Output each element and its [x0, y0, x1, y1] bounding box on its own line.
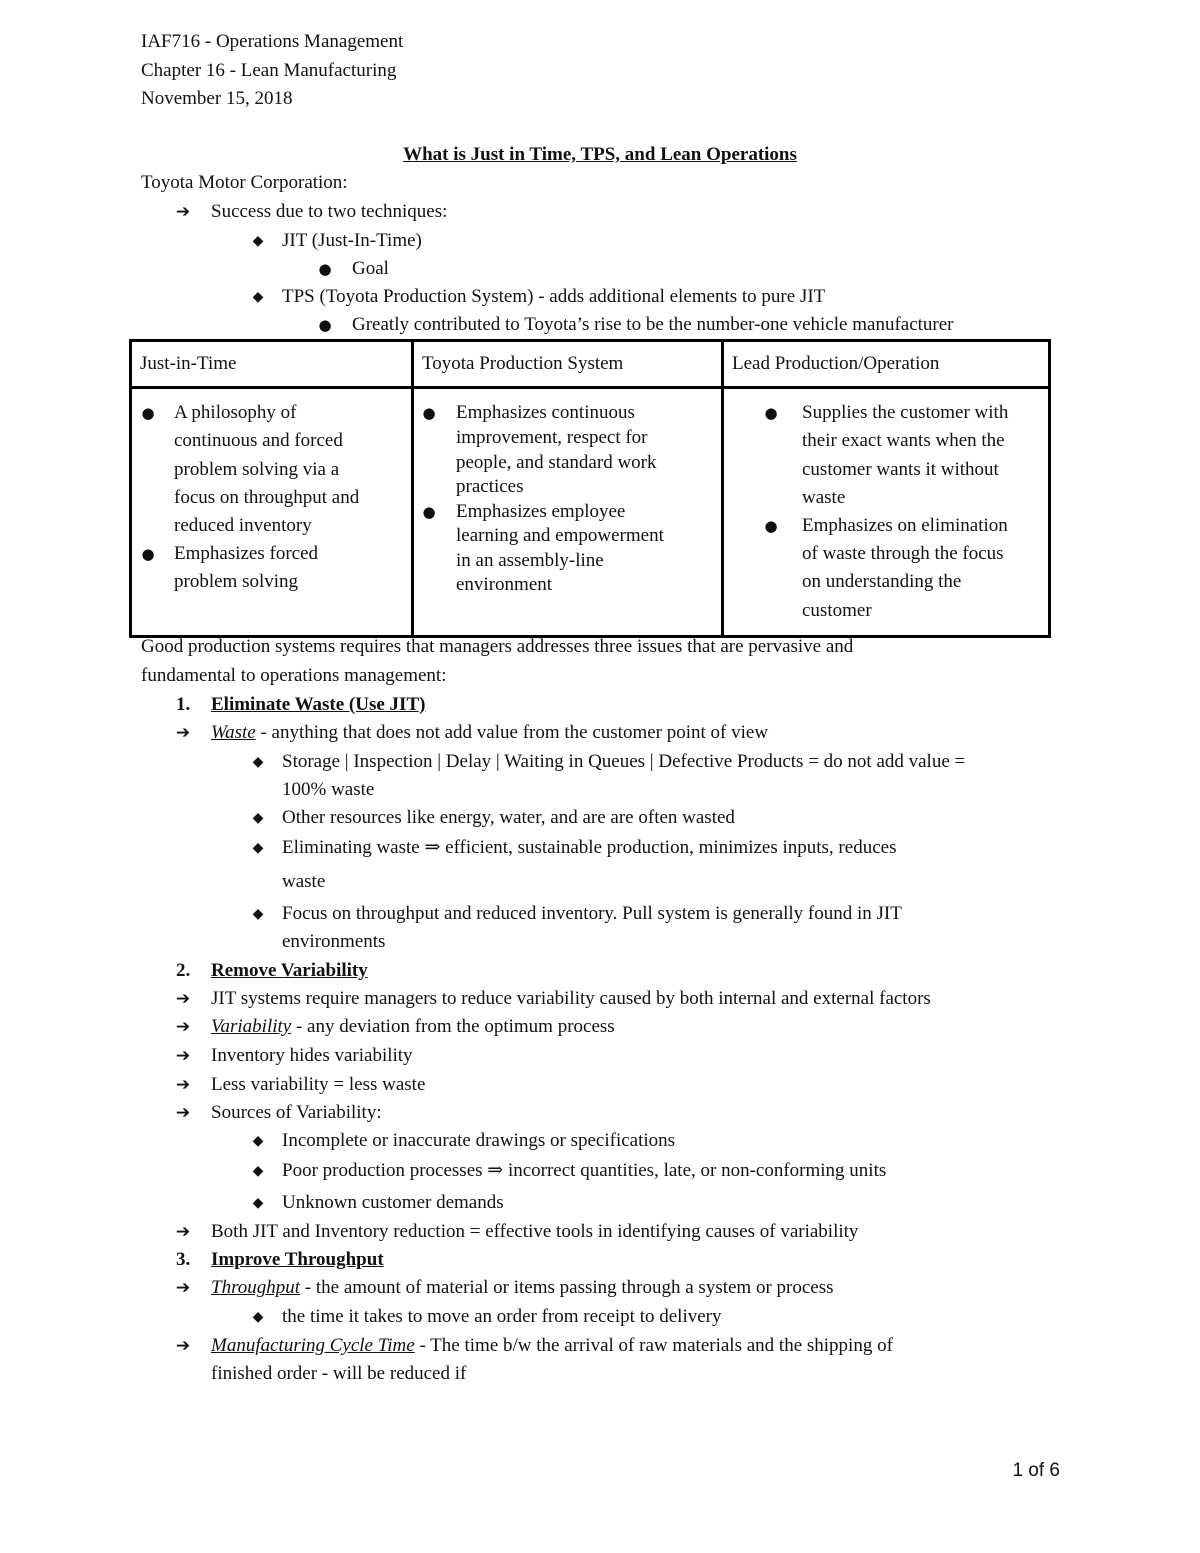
term-variability: Variability — [211, 1016, 292, 1037]
bullet-text: Other resources like energy, water, and are are often wasted — [282, 807, 735, 828]
arrow-bullet-icon: ➔ — [175, 1278, 191, 1298]
arrow-bullet-icon: ➔ — [175, 1103, 191, 1123]
section-number: 2. — [176, 960, 191, 981]
good-production-line: fundamental to operations management: — [141, 665, 447, 686]
cell-text: learning and empowerment — [456, 525, 664, 546]
table-row — [131, 388, 1050, 637]
cell-text: Emphasizes on elimination — [802, 515, 1008, 536]
page-title: What is Just in Time, TPS, and Lean Operations — [403, 144, 797, 165]
diamond-bullet-icon: ◆ — [252, 1309, 264, 1325]
chapter-line: Chapter 16 - Lean Manufacturing — [141, 60, 397, 81]
throughput-definition — [211, 1276, 834, 1300]
cell-text: problem solving — [174, 571, 299, 592]
cell-text: environment — [456, 574, 553, 595]
term-manufacturing-cycle-time: Manufacturing Cycle Time — [211, 1335, 415, 1356]
arrow-bullet-icon: ➔ — [175, 1336, 191, 1356]
intro-label: Toyota Motor Corporation: — [141, 172, 348, 193]
table-header-cell: Toyota Production System — [413, 341, 723, 388]
dot-bullet-icon: ● — [764, 404, 778, 422]
diamond-bullet-icon: ◆ — [252, 1133, 264, 1149]
arrow-bullet-icon: ➔ — [175, 1075, 191, 1095]
cell-text: on understanding the — [802, 571, 962, 592]
bullet-text: JIT systems require managers to reduce variability caused by both internal and external factors — [211, 988, 931, 1009]
bullet-text: Eliminating waste ⇒ efficient, sustainable production, minimizes inputs, reduces — [282, 837, 897, 858]
cell-text: customer — [802, 600, 872, 621]
bullet-text: finished order - will be reduced if — [211, 1363, 467, 1384]
cell-text: Supplies the customer with — [802, 402, 1009, 423]
cell-text: improvement, respect for — [456, 427, 648, 448]
cell-text: waste — [802, 487, 846, 508]
definition-text: - The time b/w the arrival of raw materials and the shipping of — [414, 1335, 893, 1356]
cell-text: customer wants it without — [802, 459, 999, 480]
variability-definition — [211, 1015, 615, 1039]
bullet-text: 100% waste — [282, 779, 375, 800]
dot-bullet-icon: ● — [764, 517, 778, 535]
bullet-text: Unknown customer demands — [282, 1192, 504, 1213]
cell-text: continuous and forced — [174, 430, 343, 451]
arrow-bullet-icon: ➔ — [175, 1222, 191, 1242]
table-header-cell: Just-in-Time — [131, 341, 413, 388]
arrow-bullet-icon: ➔ — [175, 1046, 191, 1066]
cell-text: A philosophy of — [174, 402, 297, 423]
table-header-cell: Lead Production/Operation — [723, 341, 1050, 388]
intro-tps: TPS (Toyota Production System) - adds additional elements to pure JIT — [282, 286, 826, 307]
definition-text: - the amount of material or items passing through a system or process — [300, 1277, 834, 1298]
good-production-line: Good production systems requires that managers addresses three issues that are pervasive and — [141, 636, 854, 657]
cell-text: their exact wants when the — [802, 430, 1005, 451]
bullet-text: Both JIT and Inventory reduction = effective tools in identifying causes of variability — [211, 1221, 859, 1242]
cell-text: Emphasizes employee — [456, 501, 626, 522]
diamond-bullet-icon: ◆ — [252, 289, 264, 305]
dot-bullet-icon: ● — [318, 260, 332, 278]
dot-bullet-icon: ● — [422, 404, 436, 422]
dot-bullet-icon: ● — [318, 316, 332, 334]
diamond-bullet-icon: ◆ — [252, 1195, 264, 1211]
cell-text: Emphasizes forced — [174, 543, 319, 564]
definition-text: - anything that does not add value from the customer point of view — [255, 722, 769, 743]
diamond-bullet-icon: ◆ — [252, 754, 264, 770]
diamond-bullet-icon: ◆ — [252, 233, 264, 249]
table-cell-lean — [723, 388, 1050, 637]
term-throughput: Throughput — [211, 1277, 301, 1298]
cell-text: Emphasizes continuous — [456, 402, 635, 423]
bullet-text: the time it takes to move an order from receipt to delivery — [282, 1306, 722, 1327]
diamond-bullet-icon: ◆ — [252, 906, 264, 922]
cell-text: people, and standard work — [456, 452, 657, 473]
section-number: 3. — [176, 1249, 191, 1270]
section-heading: Remove Variability — [211, 960, 368, 981]
term-waste: Waste — [211, 722, 256, 743]
diamond-bullet-icon: ◆ — [252, 1163, 264, 1179]
arrow-bullet-icon: ➔ — [175, 989, 191, 1009]
waste-definition — [211, 721, 768, 745]
dot-bullet-icon: ● — [422, 503, 436, 521]
bullet-text: Sources of Variability: — [211, 1102, 382, 1123]
cell-text: in an assembly-line — [456, 550, 604, 571]
cell-text: focus on throughput and — [174, 487, 360, 508]
diamond-bullet-icon: ◆ — [252, 810, 264, 826]
cell-text: reduced inventory — [174, 515, 312, 536]
bullet-text: Focus on throughput and reduced inventory. Pull system is generally found in JIT — [282, 903, 902, 924]
section-heading: Improve Throughput — [211, 1249, 384, 1270]
page-number: 1 of 6 — [1012, 1460, 1060, 1481]
cell-text: problem solving via a — [174, 459, 340, 480]
dot-bullet-icon: ● — [141, 545, 155, 563]
arrow-bullet-icon: ➔ — [175, 202, 191, 222]
bullet-text: environments — [282, 931, 386, 952]
intro-jit-goal: Goal — [352, 258, 389, 279]
comparison-table — [129, 339, 1051, 638]
section-heading: Eliminate Waste (Use JIT) — [211, 694, 426, 715]
cell-text: practices — [456, 476, 524, 497]
section-number: 1. — [176, 694, 191, 715]
bullet-text: Incomplete or inaccurate drawings or specifications — [282, 1130, 676, 1151]
intro-success: Success due to two techniques: — [211, 201, 448, 222]
cell-text: of waste through the focus — [802, 543, 1004, 564]
bullet-text: Less variability = less waste — [211, 1074, 426, 1095]
table-header-row — [131, 341, 1050, 388]
date-line: November 15, 2018 — [141, 88, 293, 109]
bullet-text: waste — [282, 871, 326, 892]
course-line: IAF716 - Operations Management — [141, 31, 404, 52]
bullet-text: Poor production processes ⇒ incorrect quantities, late, or non-conforming units — [282, 1160, 887, 1181]
cycle-time-definition — [211, 1334, 893, 1358]
dot-bullet-icon: ● — [141, 404, 155, 422]
bullet-text: Storage | Inspection | Delay | Waiting in Queues | Defective Products = do not add value = — [282, 751, 966, 772]
arrow-bullet-icon: ➔ — [175, 1017, 191, 1037]
table-cell-jit — [131, 388, 413, 637]
bullet-text: Inventory hides variability — [211, 1045, 413, 1066]
diamond-bullet-icon: ◆ — [252, 840, 264, 856]
intro-tps-note: Greatly contributed to Toyota’s rise to be the number-one vehicle manufacturer — [352, 314, 954, 335]
arrow-bullet-icon: ➔ — [175, 723, 191, 743]
table-cell-tps — [413, 388, 723, 637]
definition-text: - any deviation from the optimum process — [291, 1016, 615, 1037]
intro-jit: JIT (Just-In-Time) — [282, 230, 422, 251]
